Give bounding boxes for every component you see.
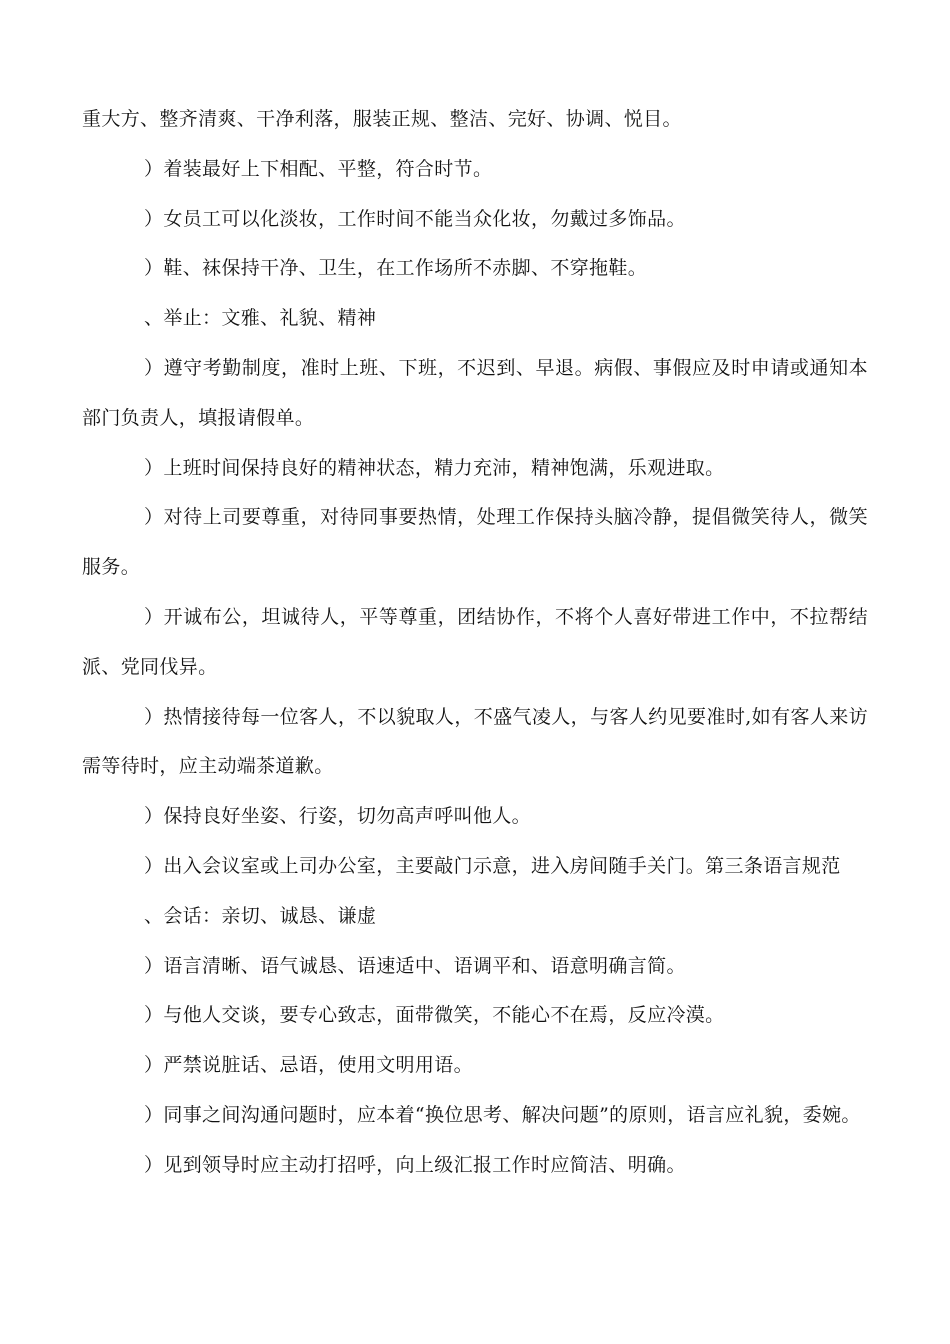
section-heading-conversation: 、会话：亲切、诚恳、谦虚: [144, 904, 377, 927]
paragraph-attire-summary: 重大方、整齐清爽、干净利落，服装正规、整洁、完好、协调、悦目。: [82, 108, 682, 130]
section-heading-conduct: 、举止：文雅、礼貌、精神: [144, 307, 377, 330]
paragraph-openness: ）开诚布公，坦诚待人，平等尊重，团结协作，不将个人喜好带进工作中，不拉帮结派、党同伐异。: [82, 605, 868, 678]
paragraph-work-spirit: ）上班时间保持良好的精神状态，精力充沛，精神饱满，乐观进取。: [144, 456, 725, 479]
paragraph-communication: ）同事之间沟通问题时，应本着“换位思考、解决问题”的原则，语言应礼貌，委婉。: [144, 1103, 861, 1126]
paragraph-posture: ）保持良好坐姿、行姿，切勿高声呼叫他人。: [144, 805, 532, 828]
paragraph-makeup: ）女员工可以化淡妆，工作时间不能当众化妆，勿戴过多饰品。: [144, 207, 686, 230]
paragraph-civil-language: ）严禁说脏话、忌语，使用文明用语。: [144, 1054, 473, 1077]
paragraph-attentive-talk: ）与他人交谈，要专心致志，面带微笑，不能心不在焉，反应冷漠。: [144, 1004, 725, 1027]
paragraph-attire-matching: ）着装最好上下相配、平整，符合时节。: [144, 157, 493, 180]
paragraph-greeting-leaders: ）见到领导时应主动打招呼，向上级汇报工作时应简洁、明确。: [144, 1153, 686, 1176]
paragraph-respect-colleagues: ）对待上司要尊重，对待同事要热情，处理工作保持头脑冷静，提倡微笑待人，微笑服务。: [82, 506, 868, 579]
paragraph-receiving-guests: ）热情接待每一位客人，不以貌取人，不盛气凌人，与客人约见要准时,如有客人来访需等待时，应主动端茶道歉。: [82, 705, 868, 778]
paragraph-shoes-socks: ）鞋、袜保持干净、卫生，在工作场所不赤脚、不穿拖鞋。: [144, 257, 648, 280]
paragraph-attendance: ）遵守考勤制度，准时上班、下班，不迟到、早退。病假、事假应及时申请或通知本部门负责人，填报请假单。: [82, 356, 868, 429]
paragraph-clear-language: ）语言清晰、语气诚恳、语速适中、语调平和、语意明确言简。: [144, 954, 686, 977]
paragraph-office-entry: ）出入会议室或上司办公室，主要敲门示意，进入房间随手关门。第三条语言规范: [144, 854, 841, 877]
document-body: [82, 95, 868, 1191]
